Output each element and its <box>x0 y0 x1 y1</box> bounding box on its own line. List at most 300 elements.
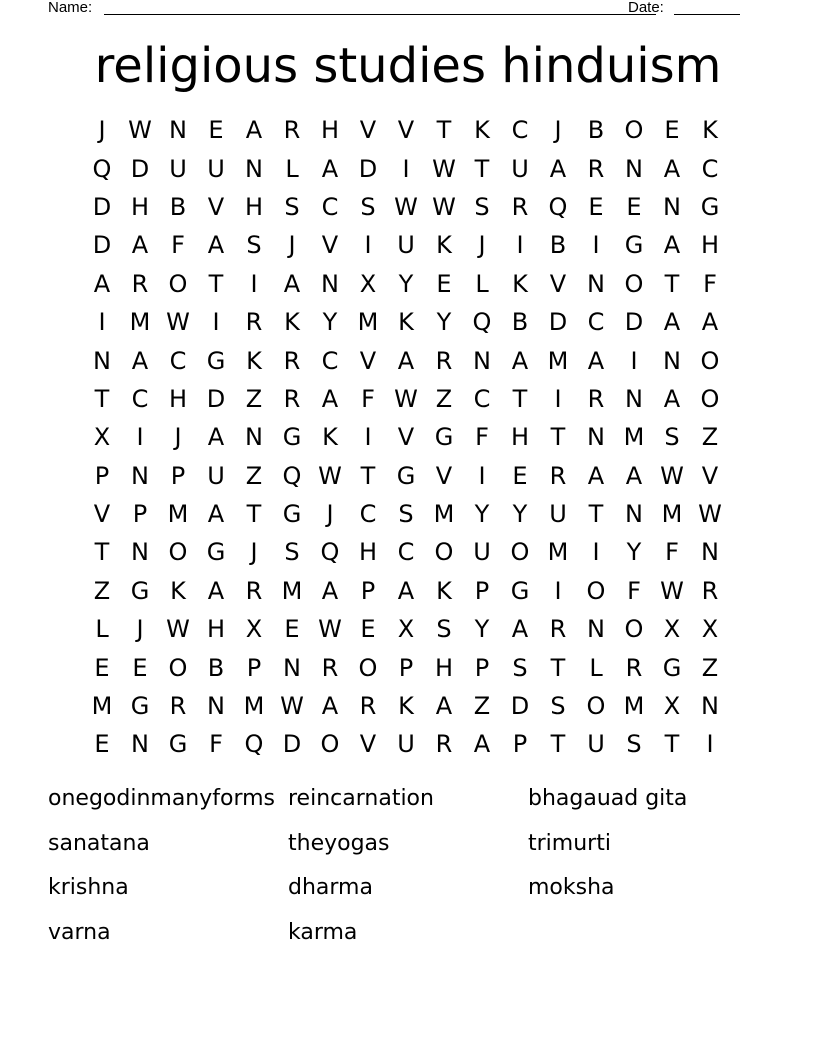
grid-cell: U <box>397 231 415 260</box>
grid-cell: D <box>282 730 302 759</box>
grid-cell: S <box>474 192 490 221</box>
grid-cell: I <box>212 308 220 337</box>
grid-cell: P <box>474 653 490 682</box>
grid-cell: D <box>92 192 112 221</box>
grid-cell: P <box>512 730 528 759</box>
grid-cell: A <box>207 576 225 605</box>
grid-cell: R <box>701 576 719 605</box>
grid-cell: A <box>321 692 339 721</box>
grid-cell: W <box>660 576 684 605</box>
grid-cell: P <box>360 576 376 605</box>
grid-cell: H <box>358 538 378 567</box>
word-list-item: krishna <box>48 875 129 901</box>
grid-cell: P <box>94 461 110 490</box>
grid-cell: F <box>627 576 641 605</box>
grid-cell: W <box>318 615 342 644</box>
grid-cell: B <box>511 308 529 337</box>
grid-cell: M <box>281 576 303 605</box>
grid-cell: U <box>207 461 225 490</box>
grid-cell: Y <box>512 500 528 529</box>
grid-cell: A <box>587 346 605 375</box>
letter-grid <box>83 111 729 765</box>
grid-cell: M <box>623 692 645 721</box>
grid-cell: N <box>663 346 681 375</box>
grid-cell: J <box>554 116 562 145</box>
grid-cell: T <box>360 461 376 490</box>
grid-cell: J <box>174 423 182 452</box>
grid-cell: X <box>663 692 681 721</box>
grid-cell: R <box>435 346 453 375</box>
grid-cell: Z <box>245 461 263 490</box>
grid-cell: O <box>586 692 606 721</box>
grid-cell: A <box>549 154 567 183</box>
grid-cell: M <box>129 308 151 337</box>
grid-cell: R <box>169 692 187 721</box>
grid-cell: N <box>701 692 719 721</box>
grid-cell: X <box>701 615 719 644</box>
grid-cell: G <box>510 576 530 605</box>
grid-cell: K <box>170 576 186 605</box>
word-list-item: theyogas <box>288 830 390 856</box>
grid-cell: J <box>98 116 106 145</box>
grid-cell: R <box>245 308 263 337</box>
grid-cell: R <box>625 653 643 682</box>
grid-cell: K <box>702 116 718 145</box>
grid-cell: T <box>550 423 566 452</box>
worksheet-header <box>48 0 740 20</box>
grid-cell: R <box>359 692 377 721</box>
grid-cell: M <box>547 538 569 567</box>
grid-cell: J <box>478 231 486 260</box>
grid-cell: Y <box>436 308 452 337</box>
grid-cell: T <box>512 384 528 413</box>
grid-cell: H <box>700 231 720 260</box>
grid-cell: A <box>93 269 111 298</box>
grid-cell: T <box>550 730 566 759</box>
grid-cell: A <box>701 308 719 337</box>
word-list-row <box>48 821 768 866</box>
grid-row <box>83 341 729 379</box>
grid-cell: H <box>130 192 150 221</box>
grid-cell: E <box>132 653 148 682</box>
grid-cell: K <box>436 231 452 260</box>
grid-cell: N <box>131 538 149 567</box>
word-list-item: trimurti <box>528 830 611 856</box>
grid-cell: C <box>131 384 149 413</box>
grid-cell: Z <box>701 653 719 682</box>
grid-cell: B <box>169 192 187 221</box>
grid-cell: A <box>663 231 681 260</box>
grid-cell: U <box>397 730 415 759</box>
grid-cell: A <box>511 346 529 375</box>
grid-cell: D <box>548 308 568 337</box>
grid-cell: E <box>94 730 110 759</box>
grid-cell: C <box>473 384 491 413</box>
grid-cell: K <box>246 346 262 375</box>
grid-cell: G <box>168 730 188 759</box>
grid-cell: K <box>398 692 414 721</box>
grid-cell: A <box>587 461 605 490</box>
grid-cell: K <box>474 116 490 145</box>
grid-cell: V <box>207 192 225 221</box>
grid-cell: I <box>630 346 638 375</box>
grid-cell: I <box>592 538 600 567</box>
grid-cell: H <box>434 653 454 682</box>
grid-cell: N <box>321 269 339 298</box>
grid-cell: C <box>701 154 719 183</box>
grid-cell: P <box>398 653 414 682</box>
grid-row <box>83 265 729 303</box>
grid-cell: D <box>92 231 112 260</box>
grid-cell: I <box>554 576 562 605</box>
grid-cell: L <box>475 269 489 298</box>
word-list-item: varna <box>48 919 111 945</box>
grid-cell: F <box>475 423 489 452</box>
word-list-item: reincarnation <box>288 785 434 811</box>
grid-cell: E <box>208 116 224 145</box>
grid-cell: A <box>397 346 415 375</box>
grid-cell: N <box>587 269 605 298</box>
grid-cell: T <box>664 730 680 759</box>
grid-cell: Q <box>320 538 340 567</box>
grid-cell: Y <box>626 538 642 567</box>
grid-cell: N <box>131 461 149 490</box>
grid-cell: L <box>285 154 299 183</box>
grid-cell: K <box>322 423 338 452</box>
grid-cell: I <box>98 308 106 337</box>
grid-cell: Z <box>473 692 491 721</box>
grid-cell: V <box>359 116 377 145</box>
grid-row <box>83 648 729 686</box>
word-list-item: dharma <box>288 875 373 901</box>
grid-cell: N <box>625 154 643 183</box>
grid-cell: V <box>549 269 567 298</box>
grid-cell: Z <box>435 384 453 413</box>
grid-cell: C <box>321 192 339 221</box>
grid-cell: F <box>361 384 375 413</box>
grid-cell: L <box>589 653 603 682</box>
grid-cell: O <box>434 538 454 567</box>
grid-cell: N <box>701 538 719 567</box>
grid-cell: D <box>624 308 644 337</box>
grid-cell: Q <box>472 308 492 337</box>
grid-cell: J <box>326 500 334 529</box>
grid-cell: D <box>130 154 150 183</box>
grid-cell: G <box>206 538 226 567</box>
grid-cell: I <box>402 154 410 183</box>
grid-cell: H <box>510 423 530 452</box>
grid-cell: G <box>700 192 720 221</box>
word-list-item: karma <box>288 919 358 945</box>
grid-cell: Z <box>93 576 111 605</box>
grid-cell: A <box>207 231 225 260</box>
grid-cell: W <box>698 500 722 529</box>
grid-cell: I <box>136 423 144 452</box>
grid-cell: K <box>436 576 452 605</box>
grid-cell: R <box>587 154 605 183</box>
word-list-item: sanatana <box>48 830 150 856</box>
grid-cell: R <box>283 384 301 413</box>
grid-cell: H <box>206 615 226 644</box>
grid-cell: O <box>320 730 340 759</box>
grid-cell: A <box>321 576 339 605</box>
grid-cell: M <box>167 500 189 529</box>
grid-cell: O <box>624 269 644 298</box>
grid-cell: N <box>283 653 301 682</box>
grid-cell: V <box>359 346 377 375</box>
grid-cell: X <box>245 615 263 644</box>
grid-cell: T <box>550 653 566 682</box>
grid-cell: V <box>359 730 377 759</box>
grid-cell: Z <box>701 423 719 452</box>
grid-cell: A <box>321 154 339 183</box>
grid-cell: U <box>207 154 225 183</box>
grid-cell: Q <box>244 730 264 759</box>
grid-cell: A <box>435 692 453 721</box>
grid-cell: P <box>474 576 490 605</box>
grid-cell: H <box>320 116 340 145</box>
grid-cell: Y <box>474 500 490 529</box>
grid-row <box>83 111 729 149</box>
grid-cell: R <box>549 461 567 490</box>
grid-cell: I <box>592 231 600 260</box>
grid-cell: U <box>511 154 529 183</box>
grid-cell: V <box>435 461 453 490</box>
grid-cell: A <box>245 116 263 145</box>
grid-cell: J <box>136 615 144 644</box>
word-list-row <box>48 865 768 910</box>
grid-cell: E <box>588 192 604 221</box>
grid-row <box>83 687 729 725</box>
grid-row <box>83 572 729 610</box>
grid-cell: G <box>662 653 682 682</box>
grid-cell: X <box>663 615 681 644</box>
grid-cell: F <box>209 730 223 759</box>
grid-cell: I <box>364 231 372 260</box>
grid-cell: A <box>321 384 339 413</box>
grid-cell: C <box>397 538 415 567</box>
grid-cell: N <box>663 192 681 221</box>
grid-cell: A <box>283 269 301 298</box>
grid-cell: S <box>284 538 300 567</box>
grid-cell: M <box>623 423 645 452</box>
grid-cell: J <box>288 231 296 260</box>
grid-cell: O <box>168 653 188 682</box>
grid-cell: E <box>284 615 300 644</box>
grid-cell: V <box>397 116 415 145</box>
grid-cell: G <box>396 461 416 490</box>
grid-cell: O <box>168 269 188 298</box>
grid-cell: F <box>703 269 717 298</box>
grid-cell: S <box>436 615 452 644</box>
grid-cell: U <box>473 538 491 567</box>
grid-cell: N <box>473 346 491 375</box>
grid-cell: O <box>624 615 644 644</box>
grid-row <box>83 457 729 495</box>
grid-cell: T <box>246 500 262 529</box>
grid-cell: Y <box>322 308 338 337</box>
grid-cell: H <box>244 192 264 221</box>
grid-cell: W <box>166 615 190 644</box>
grid-cell: E <box>512 461 528 490</box>
grid-cell: A <box>397 576 415 605</box>
grid-cell: S <box>284 192 300 221</box>
grid-cell: W <box>280 692 304 721</box>
word-list-row <box>48 776 768 821</box>
grid-cell: V <box>93 500 111 529</box>
grid-cell: A <box>131 346 149 375</box>
grid-cell: G <box>206 346 226 375</box>
grid-cell: C <box>359 500 377 529</box>
grid-cell: W <box>432 154 456 183</box>
grid-cell: O <box>624 116 644 145</box>
grid-cell: N <box>93 346 111 375</box>
grid-cell: B <box>587 116 605 145</box>
grid-row <box>83 533 729 571</box>
grid-cell: B <box>207 653 225 682</box>
grid-cell: W <box>432 192 456 221</box>
grid-cell: U <box>169 154 187 183</box>
grid-cell: S <box>398 500 414 529</box>
grid-cell: E <box>626 192 642 221</box>
grid-cell: O <box>586 576 606 605</box>
grid-cell: M <box>547 346 569 375</box>
grid-row <box>83 226 729 264</box>
grid-cell: A <box>663 384 681 413</box>
grid-cell: A <box>511 615 529 644</box>
grid-cell: P <box>132 500 148 529</box>
grid-cell: D <box>510 692 530 721</box>
grid-cell: V <box>701 461 719 490</box>
grid-cell: O <box>510 538 530 567</box>
grid-row <box>83 380 729 418</box>
grid-cell: I <box>554 384 562 413</box>
grid-cell: A <box>663 154 681 183</box>
grid-cell: S <box>246 231 262 260</box>
grid-cell: S <box>550 692 566 721</box>
grid-cell: X <box>359 269 377 298</box>
grid-row <box>83 188 729 226</box>
grid-cell: V <box>397 423 415 452</box>
grid-cell: Y <box>398 269 414 298</box>
grid-row <box>83 149 729 187</box>
grid-cell: K <box>512 269 528 298</box>
grid-cell: R <box>511 192 529 221</box>
grid-cell: N <box>625 500 643 529</box>
grid-cell: C <box>169 346 187 375</box>
grid-cell: R <box>131 269 149 298</box>
grid-cell: R <box>549 615 567 644</box>
grid-cell: S <box>360 192 376 221</box>
page-title: religious studies hinduism <box>94 38 722 94</box>
grid-cell: K <box>284 308 300 337</box>
date-label: Date: <box>628 0 664 16</box>
grid-row <box>83 610 729 648</box>
grid-cell: W <box>660 461 684 490</box>
grid-cell: X <box>93 423 111 452</box>
grid-cell: P <box>246 653 262 682</box>
grid-row <box>83 725 729 763</box>
grid-cell: I <box>478 461 486 490</box>
grid-row <box>83 418 729 456</box>
grid-cell: E <box>436 269 452 298</box>
word-list <box>48 776 768 955</box>
grid-cell: D <box>206 384 226 413</box>
grid-cell: O <box>700 384 720 413</box>
name-blank-line <box>104 14 656 15</box>
grid-cell: O <box>168 538 188 567</box>
grid-cell: O <box>700 346 720 375</box>
grid-cell: W <box>128 116 152 145</box>
grid-cell: G <box>624 231 644 260</box>
grid-cell: A <box>473 730 491 759</box>
grid-cell: G <box>130 692 150 721</box>
grid-cell: A <box>207 423 225 452</box>
word-list-item: bhagauad gita <box>528 785 688 811</box>
grid-cell: B <box>549 231 567 260</box>
grid-cell: T <box>664 269 680 298</box>
grid-cell: C <box>587 308 605 337</box>
grid-cell: A <box>207 500 225 529</box>
date-blank-line <box>674 14 740 15</box>
grid-row <box>83 495 729 533</box>
grid-cell: H <box>168 384 188 413</box>
grid-cell: N <box>245 154 263 183</box>
grid-cell: Q <box>92 154 112 183</box>
grid-cell: V <box>321 231 339 260</box>
grid-cell: L <box>95 615 109 644</box>
grid-cell: S <box>512 653 528 682</box>
grid-row <box>83 303 729 341</box>
grid-cell: D <box>358 154 378 183</box>
grid-cell: F <box>171 231 185 260</box>
grid-cell: N <box>245 423 263 452</box>
grid-cell: I <box>706 730 714 759</box>
grid-cell: S <box>664 423 680 452</box>
grid-cell: I <box>250 269 258 298</box>
grid-cell: T <box>588 500 604 529</box>
grid-cell: R <box>283 346 301 375</box>
word-list-item: onegodinmanyforms <box>48 785 276 811</box>
grid-cell: E <box>664 116 680 145</box>
word-list-item: moksha <box>528 875 615 901</box>
grid-cell: Q <box>548 192 568 221</box>
word-list-row <box>48 910 768 955</box>
grid-cell: G <box>282 500 302 529</box>
grid-cell: N <box>207 692 225 721</box>
grid-cell: R <box>245 576 263 605</box>
grid-cell: U <box>549 500 567 529</box>
grid-cell: R <box>435 730 453 759</box>
grid-cell: W <box>394 384 418 413</box>
grid-cell: T <box>474 154 490 183</box>
grid-cell: N <box>625 384 643 413</box>
grid-cell: O <box>358 653 378 682</box>
grid-cell: M <box>243 692 265 721</box>
grid-cell: A <box>131 231 149 260</box>
grid-cell: P <box>170 461 186 490</box>
grid-cell: J <box>250 538 258 567</box>
grid-cell: I <box>516 231 524 260</box>
grid-cell: T <box>94 538 110 567</box>
grid-cell: Q <box>282 461 302 490</box>
grid-cell: C <box>321 346 339 375</box>
grid-cell: I <box>364 423 372 452</box>
grid-cell: N <box>587 423 605 452</box>
grid-cell: R <box>321 653 339 682</box>
grid-cell: G <box>130 576 150 605</box>
grid-cell: N <box>587 615 605 644</box>
